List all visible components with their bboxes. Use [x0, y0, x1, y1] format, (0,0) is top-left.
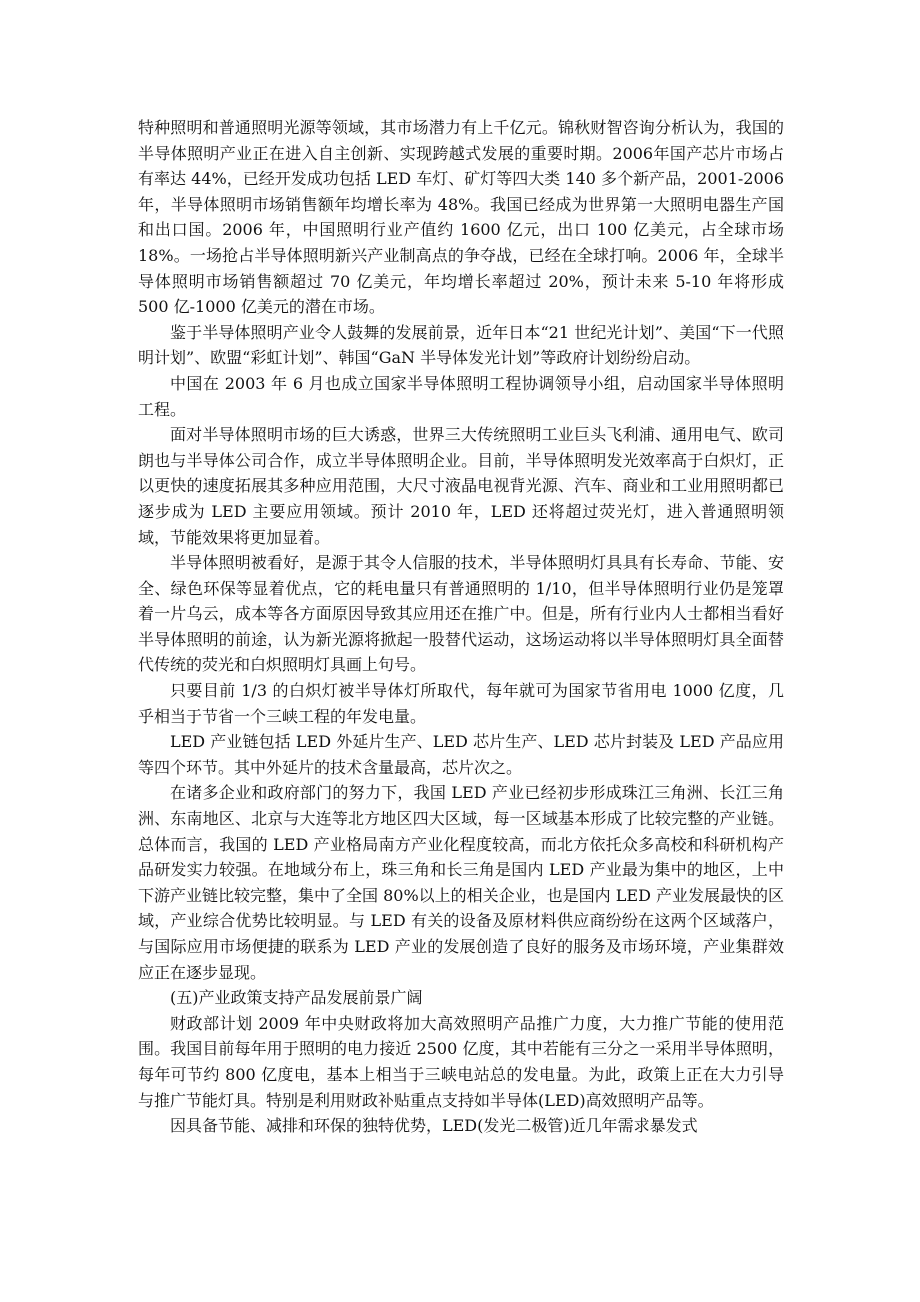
document-body [138, 115, 784, 1139]
paragraph-9: 财政部计划 2009 年中央财政将加大高效照明产品推广力度，大力推广节能的使用范围。我国目前每年用于照明的电力接近 2500 亿度，其中若能有三分之一采用半导体照明，每年可节约 800 亿度电，基本上相当于三峡电站总的发电量。为此，政策上正在大力引导与推广节能灯具。特别是利用财政补贴重点支持如半导体(LED)高效照明产品等。 [138, 1013, 784, 1110]
paragraph-8: 在诸多企业和政府部门的努力下，我国 LED 产业已经初步形成珠江三角洲、长江三角洲、东南地区、北京与大连等北方地区四大区域，每一区域基本形成了比较完整的产业链。总体而言，我国的 LED 产业格局南方产业化程度较高，而北方依托众多高校和科研机构产品研发实力较强。在地域分布上，珠三角和长三角是国内 LED 产业最为集中的地区，上中下游产业链比较完整，集中了全国 80%以上的相关企业，也是国内 LED 产业发展最快的区域，产业综合优势比较明显。与 LED 有关的设备及原材料供应商纷纷在这两个区域落户，与国际应用市场便捷的联系为 LED 产业的发展创造了良好的服务及市场环境，产业集群效应正在逐步显现。 [138, 783, 784, 982]
paragraph-6: 只要目前 1/3 的白炽灯被半导体灯所取代，每年就可为国家节省用电 1000 亿度，几乎相当于节省一个三峡工程的年发电量。 [138, 681, 784, 726]
section-heading: (五)产业政策支持产品发展前景广阔 [170, 988, 423, 1008]
paragraph-5: 半导体照明被看好，是源于其令人信服的技术，半导体照明灯具具有长寿命、节能、安全、绿色环保等显着优点，它的耗电量只有普通照明的 1/10，但半导体照明行业仍是笼罩着一片乌云，成本等各方面原因导致其应用还在推广中。但是，所有行业内人士都相当看好半导体照明的前途，认为新光源将掀起一股替代运动，这场运动将以半导体照明灯具全面替代传统的荧光和白炽照明灯具画上句号。 [138, 553, 784, 675]
paragraph-3: 中国在 2003 年 6 月也成立国家半导体照明工程协调领导小组，启动国家半导体照明工程。 [138, 373, 784, 419]
paragraph-4: 面对半导体照明市场的巨大诱惑，世界三大传统照明工业巨头飞利浦、通用电气、欧司朗也与半导体公司合作，成立半导体照明企业。目前，半导体照明发光效率高于白炽灯，正以更快的速度拓展其多种应用范围，大尺寸液晶电视背光源、汽车、商业和工业用照明都已逐步成为 LED 主要应用领域。预计 2010 年，LED 还将超过荧光灯，进入普通照明领域，节能效果将更加显着。 [138, 425, 784, 547]
paragraph-7: LED 产业链包括 LED 外延片生产、LED 芯片生产、LED 芯片封装及 LED 产品应用等四个环节。其中外延片的技术含量最高，芯片次之。 [138, 732, 784, 777]
paragraph-1: 特种照明和普通照明光源等领域，其市场潜力有上千亿元。锦秋财智咨询分析认为，我国的半导体照明产业正在进入自主创新、实现跨越式发展的重要时期。2006年国产芯片市场占有率达 44%，已经开发成功包括 LED 车灯、矿灯等四大类 140 多个新产品，2001-2006 年，半导体照明市场销售额年均增长率为 48%。我国已经成为世界第一大照明电器生产国和出口国。2006 年，中国照明行业产值约 1600 亿元，出口 100 亿美元，占全球市场 18%。一场抢占半导体照明新兴产业制高点的争夺战，已经在全球打响。2006 年，全球半导体照明市场销售额超过 70 亿美元，年均增长率超过 20%，预计未来 5-10 年将形成 500 亿-1000 亿美元的潜在市场。 [138, 118, 784, 317]
paragraph-2: 鉴于半导体照明产业令人鼓舞的发展前景，近年日本“21 世纪光计划”、美国“下一代照明计划”、欧盟“彩虹计划”、韩国“GaN 半导体发光计划”等政府计划纷纷启动。 [138, 322, 784, 368]
paragraph-10: 因具备节能、减排和环保的独特优势，LED(发光二极管)近几年需求暴发式 [170, 1116, 698, 1136]
